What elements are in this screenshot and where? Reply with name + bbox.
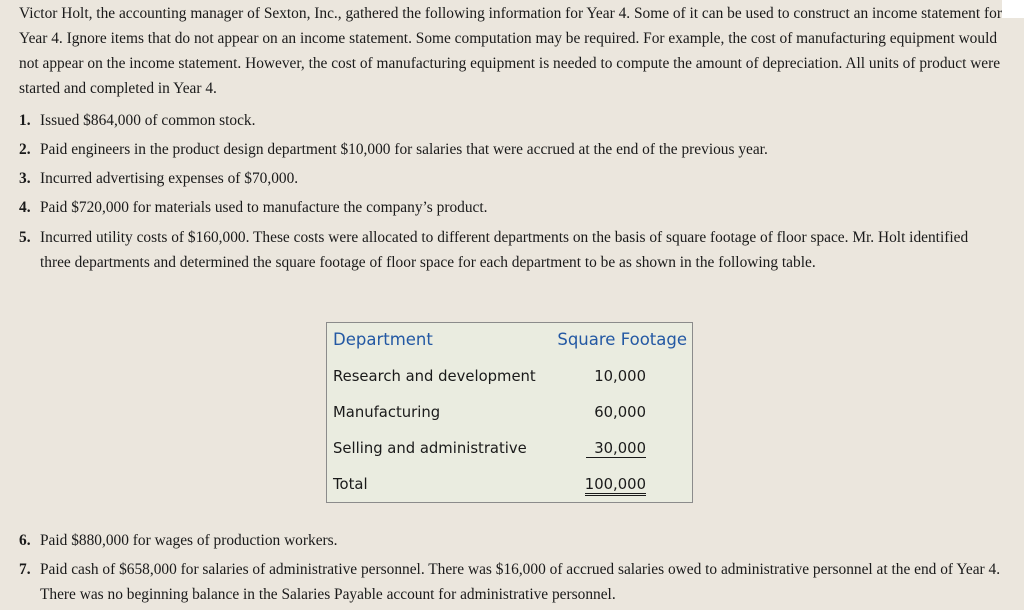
item-text: Paid engineers in the product design department $10,000 for salaries that were accrued at the end of the previous year. (40, 141, 768, 158)
item-text: Paid $880,000 for wages of production workers. (40, 532, 338, 549)
table-cell-department: Manufacturing (333, 404, 441, 421)
table-row (327, 404, 692, 440)
item-number: 5. (19, 229, 31, 246)
table-row (327, 368, 692, 404)
item-number: 2. (19, 141, 31, 158)
item-text: Paid cash of $658,000 for salaries of administrative personnel. There was $16,000 of accrued salaries owed to administrative personnel at the end of Year 4. There was no beginning balance in the Salaries Payable account for administrative personnel. (40, 561, 1001, 603)
list-item-3 (19, 166, 1001, 191)
item-number: 1. (19, 112, 31, 129)
table-header-department: Department (333, 330, 433, 349)
list-item-6 (19, 528, 1001, 553)
item-text: Incurred utility costs of $160,000. These costs were allocated to different departments on the basis of square footage of floor space. Mr. Holt identified three departments and determined the square footage of floor space for each department to be as shown in the following table. (40, 229, 969, 271)
list-item-5 (19, 225, 1001, 275)
table-cell-square-footage: 60,000 (594, 404, 646, 421)
table-cell-department: Research and development (333, 368, 536, 385)
table-row-total (327, 476, 692, 512)
item-number: 4. (19, 199, 31, 216)
table-cell-department: Total (333, 476, 368, 493)
table-row (327, 440, 692, 476)
table-cell-square-footage: 100,000 (585, 476, 646, 496)
list-item-2 (19, 137, 1001, 162)
list-item-4 (19, 195, 1001, 220)
table-cell-department: Selling and administrative (333, 440, 527, 457)
item-text: Issued $864,000 of common stock. (40, 112, 256, 129)
list-item-7 (19, 557, 1001, 607)
table-cell-square-footage: 10,000 (594, 368, 646, 385)
list-item-1 (19, 108, 1001, 133)
table-header-square-footage: Square Footage (557, 330, 687, 349)
item-number: 6. (19, 532, 31, 549)
item-text: Incurred advertising expenses of $70,000. (40, 170, 299, 187)
table-cell-square-footage: 30,000 (586, 440, 646, 458)
item-text: Paid $720,000 for materials used to manufacture the company’s product. (40, 199, 488, 216)
item-number: 7. (19, 561, 31, 578)
intro-paragraph: Victor Holt, the accounting manager of Sexton, Inc., gathered the following information for Year 4. Some of it can be used to construct an income statement for Year 4. Ignore items that do not appear on an income statement. Some computation may be required. For example, the cost of manufacturing equipment would not appear on the income statement. However, the cost of manufacturing equipment is needed to compute the amount of depreciation. All units of product were started and completed in Year 4. (19, 5, 1002, 97)
item-number: 3. (19, 170, 31, 187)
square-footage-table (326, 322, 693, 503)
